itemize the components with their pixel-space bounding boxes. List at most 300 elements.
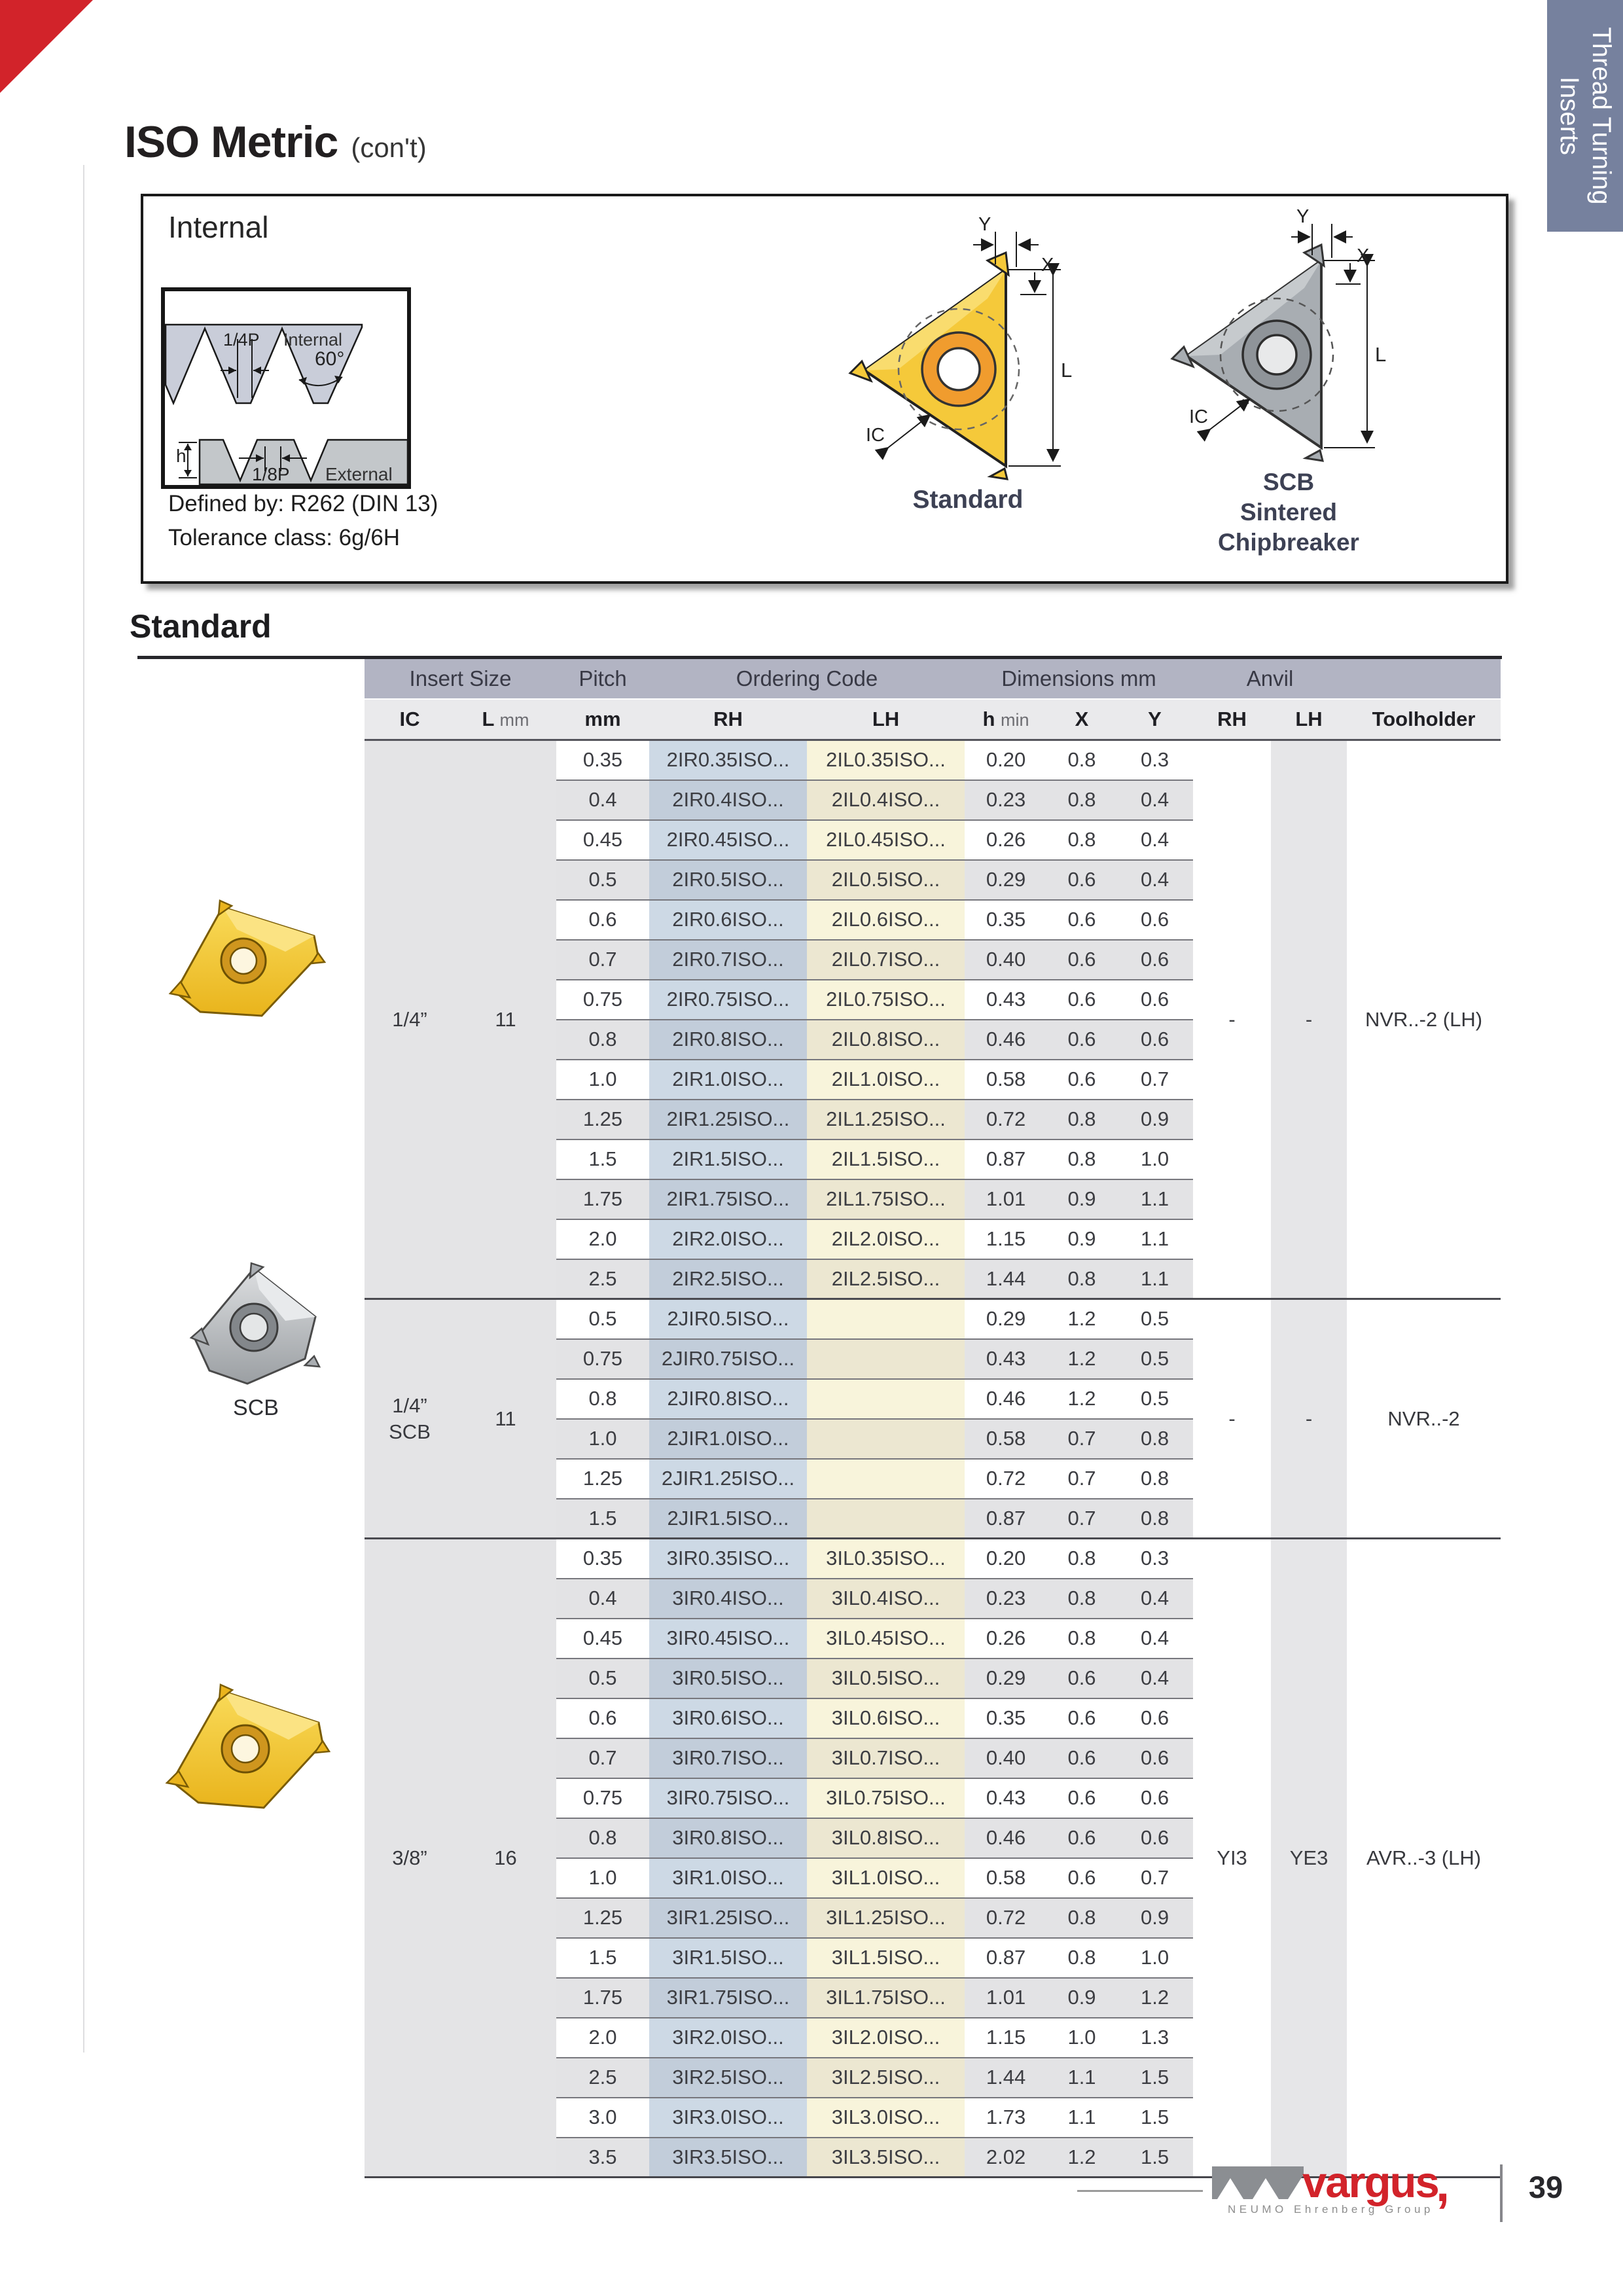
header-ordering-code: Ordering Code	[649, 659, 965, 699]
cell-pitch-mm: 1.75	[556, 1179, 649, 1219]
page-number: 39	[1528, 2170, 1563, 2204]
cell-y: 0.3	[1116, 1539, 1193, 1579]
cell-toolholder: NVR..-2 (LH)	[1347, 740, 1501, 1299]
cell-pitch-mm: 0.75	[556, 1778, 649, 1818]
cell-ordering-code-lh: 2IL0.6ISO...	[807, 900, 965, 940]
cell-ordering-code-rh: 3IR3.5ISO...	[649, 2138, 807, 2178]
cell-ordering-code-rh: 2JIR0.8ISO...	[649, 1379, 807, 1419]
cell-h-min: 1.01	[965, 1978, 1047, 2018]
cell-y: 0.7	[1116, 1060, 1193, 1100]
cell-pitch-mm: 1.25	[556, 1100, 649, 1139]
cell-h-min: 0.26	[965, 1619, 1047, 1659]
cell-h-min: 1.15	[965, 2018, 1047, 2058]
chapter-tab-line1: Thread Turning	[1586, 27, 1616, 205]
cell-ordering-code-rh: 2JIR0.75ISO...	[649, 1339, 807, 1379]
cell-x: 0.7	[1047, 1499, 1116, 1539]
cell-anvil-lh: -	[1271, 740, 1347, 1299]
cell-x: 0.8	[1047, 1938, 1116, 1978]
cell-insert-size-ic: 1/4” SCB	[365, 1299, 455, 1539]
cell-h-min: 2.02	[965, 2138, 1047, 2178]
cell-h-min: 0.87	[965, 1499, 1047, 1539]
cell-y: 0.8	[1116, 1499, 1193, 1539]
insert-size-group	[365, 1299, 1501, 1539]
cell-x: 0.6	[1047, 980, 1116, 1020]
cell-ordering-code-rh: 2IR0.5ISO...	[649, 860, 807, 900]
cell-y: 0.9	[1116, 1898, 1193, 1938]
cell-ordering-code-rh: 2IR0.75ISO...	[649, 980, 807, 1020]
cell-ordering-code-lh: 3IL0.35ISO...	[807, 1539, 965, 1579]
cell-x: 0.8	[1047, 820, 1116, 860]
cell-x: 0.9	[1047, 1179, 1116, 1219]
cell-ordering-code-lh: 2IL0.7ISO...	[807, 940, 965, 980]
cell-ordering-code-lh: 2IL2.0ISO...	[807, 1219, 965, 1259]
cell-ordering-code-rh: 2JIR1.25ISO...	[649, 1459, 807, 1499]
cell-ordering-code-lh: 3IL1.0ISO...	[807, 1858, 965, 1898]
cell-h-min: 1.44	[965, 1259, 1047, 1299]
cell-x: 1.0	[1047, 2018, 1116, 2058]
cell-ordering-code-rh: 2IR0.8ISO...	[649, 1020, 807, 1060]
standard-spec-table	[365, 659, 1501, 2178]
cell-y: 0.5	[1116, 1299, 1193, 1339]
cell-h-min: 0.46	[965, 1020, 1047, 1060]
cell-pitch-mm: 3.0	[556, 2098, 649, 2138]
cell-anvil-lh: -	[1271, 1299, 1347, 1539]
cell-y: 0.5	[1116, 1379, 1193, 1419]
chapter-tab-label	[1547, 0, 1623, 232]
vargus-wordmark: vargus	[1302, 2158, 1438, 2207]
cell-h-min: 0.29	[965, 1659, 1047, 1698]
cell-pitch-mm: 1.0	[556, 1060, 649, 1100]
cell-x: 0.7	[1047, 1459, 1116, 1499]
cell-pitch-mm: 0.4	[556, 1579, 649, 1619]
cell-pitch-mm: 1.5	[556, 1139, 649, 1179]
cell-y: 0.8	[1116, 1419, 1193, 1459]
cell-pitch-mm: 0.7	[556, 1738, 649, 1778]
cell-ordering-code-rh: 3IR0.5ISO...	[649, 1659, 807, 1698]
cell-ordering-code-rh: 3IR0.6ISO...	[649, 1698, 807, 1738]
cell-x: 0.8	[1047, 1898, 1116, 1938]
cell-pitch-mm: 0.45	[556, 1619, 649, 1659]
cell-ordering-code-rh: 2IR0.35ISO...	[649, 740, 807, 780]
header-ic: IC	[365, 699, 455, 740]
cell-x: 0.8	[1047, 740, 1116, 780]
header-lh: LH	[807, 699, 965, 740]
cell-pitch-mm: 0.5	[556, 860, 649, 900]
cell-x: 0.8	[1047, 1139, 1116, 1179]
standard-insert-diagram	[830, 215, 1105, 490]
cell-y: 0.4	[1116, 820, 1193, 860]
cell-anvil-rh: -	[1193, 1299, 1271, 1539]
cell-x: 0.6	[1047, 1858, 1116, 1898]
cell-y: 0.6	[1116, 1778, 1193, 1818]
cell-pitch-mm: 2.0	[556, 1219, 649, 1259]
cell-x: 0.6	[1047, 900, 1116, 940]
table-row	[365, 740, 1501, 780]
cell-y: 0.4	[1116, 1659, 1193, 1698]
cell-ordering-code-lh: 2IL0.45ISO...	[807, 820, 965, 860]
cell-pitch-mm: 1.5	[556, 1499, 649, 1539]
scb-caption-line3: Chipbreaker	[1218, 529, 1359, 556]
cell-ordering-code-rh: 2IR1.5ISO...	[649, 1139, 807, 1179]
cell-h-min: 0.87	[965, 1139, 1047, 1179]
cell-ordering-code-lh: 2IL1.0ISO...	[807, 1060, 965, 1100]
cell-ordering-code-rh: 3IR0.8ISO...	[649, 1818, 807, 1858]
header-insert-size: Insert Size	[365, 659, 556, 699]
cell-ordering-code-rh: 2IR2.0ISO...	[649, 1219, 807, 1259]
cell-ordering-code-lh	[807, 1299, 965, 1339]
cell-x: 1.2	[1047, 2138, 1116, 2178]
header-pitch: Pitch	[556, 659, 649, 699]
page-title-cont: (con't)	[351, 132, 427, 163]
cell-ordering-code-rh: 3IR0.4ISO...	[649, 1579, 807, 1619]
internal-heading: Internal	[168, 210, 269, 244]
cell-ordering-code-lh: 3IL2.0ISO...	[807, 2018, 965, 2058]
cell-x: 0.8	[1047, 1539, 1116, 1579]
cell-h-min: 0.40	[965, 1738, 1047, 1778]
cell-insert-size-l: 11	[455, 740, 556, 1299]
table-header-columns-row	[365, 699, 1501, 740]
cell-pitch-mm: 1.5	[556, 1938, 649, 1978]
cell-ordering-code-rh: 3IR1.5ISO...	[649, 1938, 807, 1978]
cell-anvil-rh: YI3	[1193, 1539, 1271, 2178]
cell-ordering-code-rh: 2IR1.75ISO...	[649, 1179, 807, 1219]
cell-h-min: 1.01	[965, 1179, 1047, 1219]
insert-size-group	[365, 740, 1501, 1299]
dim-label-x: X	[1041, 255, 1054, 276]
page-title-main: ISO Metric	[124, 117, 338, 167]
cell-pitch-mm: 0.6	[556, 900, 649, 940]
label-quarter-pitch: 1/4P	[223, 330, 260, 350]
cell-ordering-code-rh: 3IR3.0ISO...	[649, 2098, 807, 2138]
cell-h-min: 0.87	[965, 1938, 1047, 1978]
footer-divider	[1500, 2164, 1503, 2222]
insert-photo-quarter-scb	[186, 1261, 326, 1391]
dim-label-ic: IC	[866, 425, 885, 446]
header-toolholder: Toolholder	[1347, 699, 1501, 740]
cell-h-min: 1.73	[965, 2098, 1047, 2138]
cell-y: 0.4	[1116, 860, 1193, 900]
cell-y: 0.6	[1116, 1818, 1193, 1858]
cell-ordering-code-rh: 2IR0.4ISO...	[649, 780, 807, 820]
cell-ordering-code-lh: 3IL2.5ISO...	[807, 2058, 965, 2098]
cell-pitch-mm: 0.75	[556, 980, 649, 1020]
label-internal: Internal	[283, 330, 343, 350]
cell-h-min: 0.58	[965, 1419, 1047, 1459]
cell-pitch-mm: 1.25	[556, 1898, 649, 1938]
cell-x: 1.2	[1047, 1339, 1116, 1379]
cell-y: 0.7	[1116, 1858, 1193, 1898]
cell-ordering-code-lh: 3IL1.75ISO...	[807, 1978, 965, 2018]
cell-pitch-mm: 0.35	[556, 740, 649, 780]
cell-ordering-code-lh: 2IL0.5ISO...	[807, 860, 965, 900]
standard-caption: Standard	[912, 486, 1024, 514]
header-anvil-rh: RH	[1193, 699, 1271, 740]
cell-ordering-code-rh: 3IR1.25ISO...	[649, 1898, 807, 1938]
header-y: Y	[1116, 699, 1193, 740]
cell-ordering-code-rh: 2IR1.0ISO...	[649, 1060, 807, 1100]
cell-x: 1.1	[1047, 2058, 1116, 2098]
header-x: X	[1047, 699, 1116, 740]
cell-x: 0.6	[1047, 1659, 1116, 1698]
cell-h-min: 0.58	[965, 1060, 1047, 1100]
label-eighth-pitch: 1/8P	[252, 464, 290, 484]
cell-h-min: 0.72	[965, 1100, 1047, 1139]
cell-ordering-code-rh: 3IR2.5ISO...	[649, 2058, 807, 2098]
tolerance-line: Tolerance class: 6g/6H	[168, 525, 401, 550]
dim-label-x: X	[1357, 245, 1370, 266]
cell-x: 0.8	[1047, 1100, 1116, 1139]
table-header	[365, 659, 1501, 740]
cell-h-min: 0.46	[965, 1818, 1047, 1858]
cell-x: 0.8	[1047, 1619, 1116, 1659]
cell-pitch-mm: 0.8	[556, 1379, 649, 1419]
cell-y: 0.9	[1116, 1100, 1193, 1139]
cell-y: 1.2	[1116, 1978, 1193, 2018]
vargus-logo	[1212, 2157, 1450, 2225]
cell-h-min: 0.46	[965, 1379, 1047, 1419]
cell-ordering-code-lh: 2IL1.25ISO...	[807, 1100, 965, 1139]
cell-y: 0.4	[1116, 1579, 1193, 1619]
cell-pitch-mm: 0.4	[556, 780, 649, 820]
cell-ordering-code-rh: 2JIR1.0ISO...	[649, 1419, 807, 1459]
table-header-groups-row	[365, 659, 1501, 699]
cell-anvil-lh: YE3	[1271, 1539, 1347, 2178]
cell-y: 1.1	[1116, 1259, 1193, 1299]
cell-insert-size-l: 16	[455, 1539, 556, 2178]
cell-pitch-mm: 0.8	[556, 1020, 649, 1060]
cell-y: 0.6	[1116, 1698, 1193, 1738]
standards-note	[168, 487, 438, 555]
cell-h-min: 0.35	[965, 900, 1047, 940]
cell-pitch-mm: 3.5	[556, 2138, 649, 2178]
cell-pitch-mm: 2.5	[556, 2058, 649, 2098]
cell-x: 0.8	[1047, 780, 1116, 820]
cell-ordering-code-lh	[807, 1419, 965, 1459]
cell-pitch-mm: 1.0	[556, 1419, 649, 1459]
cell-y: 0.6	[1116, 980, 1193, 1020]
cell-h-min: 0.23	[965, 780, 1047, 820]
cell-ordering-code-lh	[807, 1339, 965, 1379]
cell-ordering-code-rh: 3IR1.0ISO...	[649, 1858, 807, 1898]
cell-x: 0.9	[1047, 1978, 1116, 2018]
cell-ordering-code-lh: 2IL0.8ISO...	[807, 1020, 965, 1060]
cell-y: 1.5	[1116, 2138, 1193, 2178]
dim-label-l: L	[1375, 343, 1387, 366]
cell-pitch-mm: 0.5	[556, 1659, 649, 1698]
cell-x: 0.6	[1047, 940, 1116, 980]
cell-h-min: 0.29	[965, 1299, 1047, 1339]
cell-ordering-code-lh: 3IL1.5ISO...	[807, 1938, 965, 1978]
cell-x: 0.6	[1047, 1778, 1116, 1818]
cell-x: 1.2	[1047, 1379, 1116, 1419]
insert-size-group	[365, 1539, 1501, 2178]
left-margin-line	[83, 165, 84, 2053]
cell-anvil-rh: -	[1193, 740, 1271, 1299]
cell-ordering-code-rh: 2IR0.45ISO...	[649, 820, 807, 860]
cell-pitch-mm: 0.45	[556, 820, 649, 860]
vargus-logo-comma: ,	[1436, 2157, 1450, 2212]
cell-ordering-code-lh: 3IL0.75ISO...	[807, 1778, 965, 1818]
corner-accent-triangle	[0, 0, 93, 93]
header-anvil-lh: LH	[1271, 699, 1347, 740]
cell-x: 0.8	[1047, 1579, 1116, 1619]
cell-y: 1.5	[1116, 2098, 1193, 2138]
cell-pitch-mm: 0.7	[556, 940, 649, 980]
dim-label-y: Y	[1296, 209, 1310, 227]
cell-h-min: 0.72	[965, 1459, 1047, 1499]
cell-h-min: 0.72	[965, 1898, 1047, 1938]
cell-ordering-code-lh: 3IL0.4ISO...	[807, 1579, 965, 1619]
cell-h-min: 0.40	[965, 940, 1047, 980]
header-anvil: Anvil	[1193, 659, 1347, 699]
cell-ordering-code-lh: 2IL0.4ISO...	[807, 780, 965, 820]
chapter-tab-line2: Inserts	[1555, 76, 1584, 156]
insert-photo-quarter-standard	[164, 895, 327, 1026]
cell-y: 1.3	[1116, 2018, 1193, 2058]
scb-caption-line2: Sintered	[1240, 499, 1338, 526]
cell-pitch-mm: 1.75	[556, 1978, 649, 2018]
label-h: h	[176, 446, 187, 466]
cell-ordering-code-lh: 2IL0.75ISO...	[807, 980, 965, 1020]
header-toolholder-spacer	[1347, 659, 1501, 699]
cell-y: 1.0	[1116, 1139, 1193, 1179]
cell-h-min: 1.44	[965, 2058, 1047, 2098]
cell-ordering-code-rh: 3IR0.7ISO...	[649, 1738, 807, 1778]
footer-rule	[1077, 2190, 1203, 2192]
cell-x: 1.2	[1047, 1299, 1116, 1339]
cell-y: 1.1	[1116, 1219, 1193, 1259]
insert-photo-scb-label: SCB	[233, 1395, 279, 1420]
cell-y: 1.0	[1116, 1938, 1193, 1978]
cell-pitch-mm: 0.75	[556, 1339, 649, 1379]
cell-y: 0.6	[1116, 1738, 1193, 1778]
section-heading-standard: Standard	[130, 608, 272, 645]
cell-pitch-mm: 2.0	[556, 2018, 649, 2058]
cell-h-min: 0.20	[965, 1539, 1047, 1579]
scb-insert-diagram	[1156, 209, 1418, 469]
cell-y: 1.5	[1116, 2058, 1193, 2098]
cell-y: 0.6	[1116, 1020, 1193, 1060]
cell-y: 0.8	[1116, 1459, 1193, 1499]
cell-y: 0.6	[1116, 900, 1193, 940]
label-external: External	[325, 464, 393, 484]
cell-y: 0.3	[1116, 740, 1193, 780]
cell-h-min: 0.20	[965, 740, 1047, 780]
cell-ordering-code-rh: 3IR0.75ISO...	[649, 1778, 807, 1818]
cell-ordering-code-rh: 3IR2.0ISO...	[649, 2018, 807, 2058]
cell-ordering-code-rh: 2JIR1.5ISO...	[649, 1499, 807, 1539]
table-row	[365, 1299, 1501, 1339]
label-60-degrees: 60°	[315, 348, 345, 370]
cell-ordering-code-lh: 3IL0.8ISO...	[807, 1818, 965, 1858]
cell-ordering-code-lh: 2IL2.5ISO...	[807, 1259, 965, 1299]
cell-x: 1.1	[1047, 2098, 1116, 2138]
cell-h-min: 1.15	[965, 1219, 1047, 1259]
cell-x: 0.9	[1047, 1219, 1116, 1259]
cell-insert-size-l: 11	[455, 1299, 556, 1539]
cell-y: 0.5	[1116, 1339, 1193, 1379]
insert-photo-three-eighths-standard	[160, 1679, 332, 1818]
cell-x: 0.6	[1047, 1738, 1116, 1778]
cell-pitch-mm: 1.0	[556, 1858, 649, 1898]
cell-ordering-code-lh: 3IL1.25ISO...	[807, 1898, 965, 1938]
cell-x: 0.6	[1047, 1060, 1116, 1100]
cell-h-min: 0.26	[965, 820, 1047, 860]
internal-overview-box	[141, 194, 1508, 584]
cell-h-min: 0.35	[965, 1698, 1047, 1738]
cell-insert-size-ic: 1/4”	[365, 740, 455, 1299]
vargus-subtitle: NEUMO Ehrenberg Group	[1228, 2203, 1434, 2215]
header-l-mm: L mm	[455, 699, 556, 740]
scb-caption	[1132, 467, 1446, 558]
cell-ordering-code-rh: 2IR0.6ISO...	[649, 900, 807, 940]
cell-x: 0.6	[1047, 1818, 1116, 1858]
cell-pitch-mm: 0.5	[556, 1299, 649, 1339]
header-dimensions: Dimensions mm	[965, 659, 1193, 699]
cell-y: 0.4	[1116, 1619, 1193, 1659]
chapter-tab-thread-turning-inserts	[1547, 0, 1623, 232]
cell-ordering-code-rh: 2IR0.7ISO...	[649, 940, 807, 980]
cell-ordering-code-lh: 3IL3.5ISO...	[807, 2138, 965, 2178]
cell-ordering-code-lh	[807, 1499, 965, 1539]
cell-h-min: 0.58	[965, 1858, 1047, 1898]
cell-pitch-mm: 0.35	[556, 1539, 649, 1579]
cell-ordering-code-rh: 2IR2.5ISO...	[649, 1259, 807, 1299]
cell-ordering-code-rh: 3IR0.45ISO...	[649, 1619, 807, 1659]
cell-x: 0.6	[1047, 1020, 1116, 1060]
cell-y: 0.6	[1116, 940, 1193, 980]
cell-ordering-code-lh: 3IL0.6ISO...	[807, 1698, 965, 1738]
dim-label-y: Y	[978, 215, 991, 235]
cell-pitch-mm: 1.25	[556, 1459, 649, 1499]
cell-ordering-code-rh: 3IR1.75ISO...	[649, 1978, 807, 2018]
cell-ordering-code-rh: 2JIR0.5ISO...	[649, 1299, 807, 1339]
cell-y: 0.4	[1116, 780, 1193, 820]
cell-h-min: 0.43	[965, 1339, 1047, 1379]
header-rh: RH	[649, 699, 807, 740]
dim-label-l: L	[1061, 359, 1073, 382]
thread-profile-diagram	[160, 287, 412, 490]
cell-x: 0.6	[1047, 1698, 1116, 1738]
vargus-logo-mark	[1212, 2164, 1304, 2200]
cell-ordering-code-lh	[807, 1379, 965, 1419]
scb-caption-line1: SCB	[1262, 469, 1315, 495]
table-row	[365, 1539, 1501, 1579]
cell-ordering-code-lh: 2IL0.35ISO...	[807, 740, 965, 780]
cell-ordering-code-rh: 2IR1.25ISO...	[649, 1100, 807, 1139]
cell-x: 0.8	[1047, 1259, 1116, 1299]
header-h-min: h min	[965, 699, 1047, 740]
cell-pitch-mm: 2.5	[556, 1259, 649, 1299]
cell-ordering-code-lh: 2IL1.75ISO...	[807, 1179, 965, 1219]
cell-insert-size-ic: 3/8”	[365, 1539, 455, 2178]
defined-by-line: Defined by: R262 (DIN 13)	[168, 491, 438, 516]
header-mm: mm	[556, 699, 649, 740]
cell-y: 1.1	[1116, 1179, 1193, 1219]
cell-h-min: 0.43	[965, 980, 1047, 1020]
page-title	[124, 117, 427, 168]
dim-label-ic: IC	[1189, 406, 1208, 427]
cell-toolholder: NVR..-2	[1347, 1299, 1501, 1539]
cell-ordering-code-lh: 3IL3.0ISO...	[807, 2098, 965, 2138]
cell-ordering-code-lh: 3IL0.7ISO...	[807, 1738, 965, 1778]
cell-pitch-mm: 0.8	[556, 1818, 649, 1858]
cell-x: 0.7	[1047, 1419, 1116, 1459]
cell-h-min: 0.29	[965, 860, 1047, 900]
cell-pitch-mm: 0.6	[556, 1698, 649, 1738]
cell-x: 0.6	[1047, 860, 1116, 900]
cell-h-min: 0.23	[965, 1579, 1047, 1619]
